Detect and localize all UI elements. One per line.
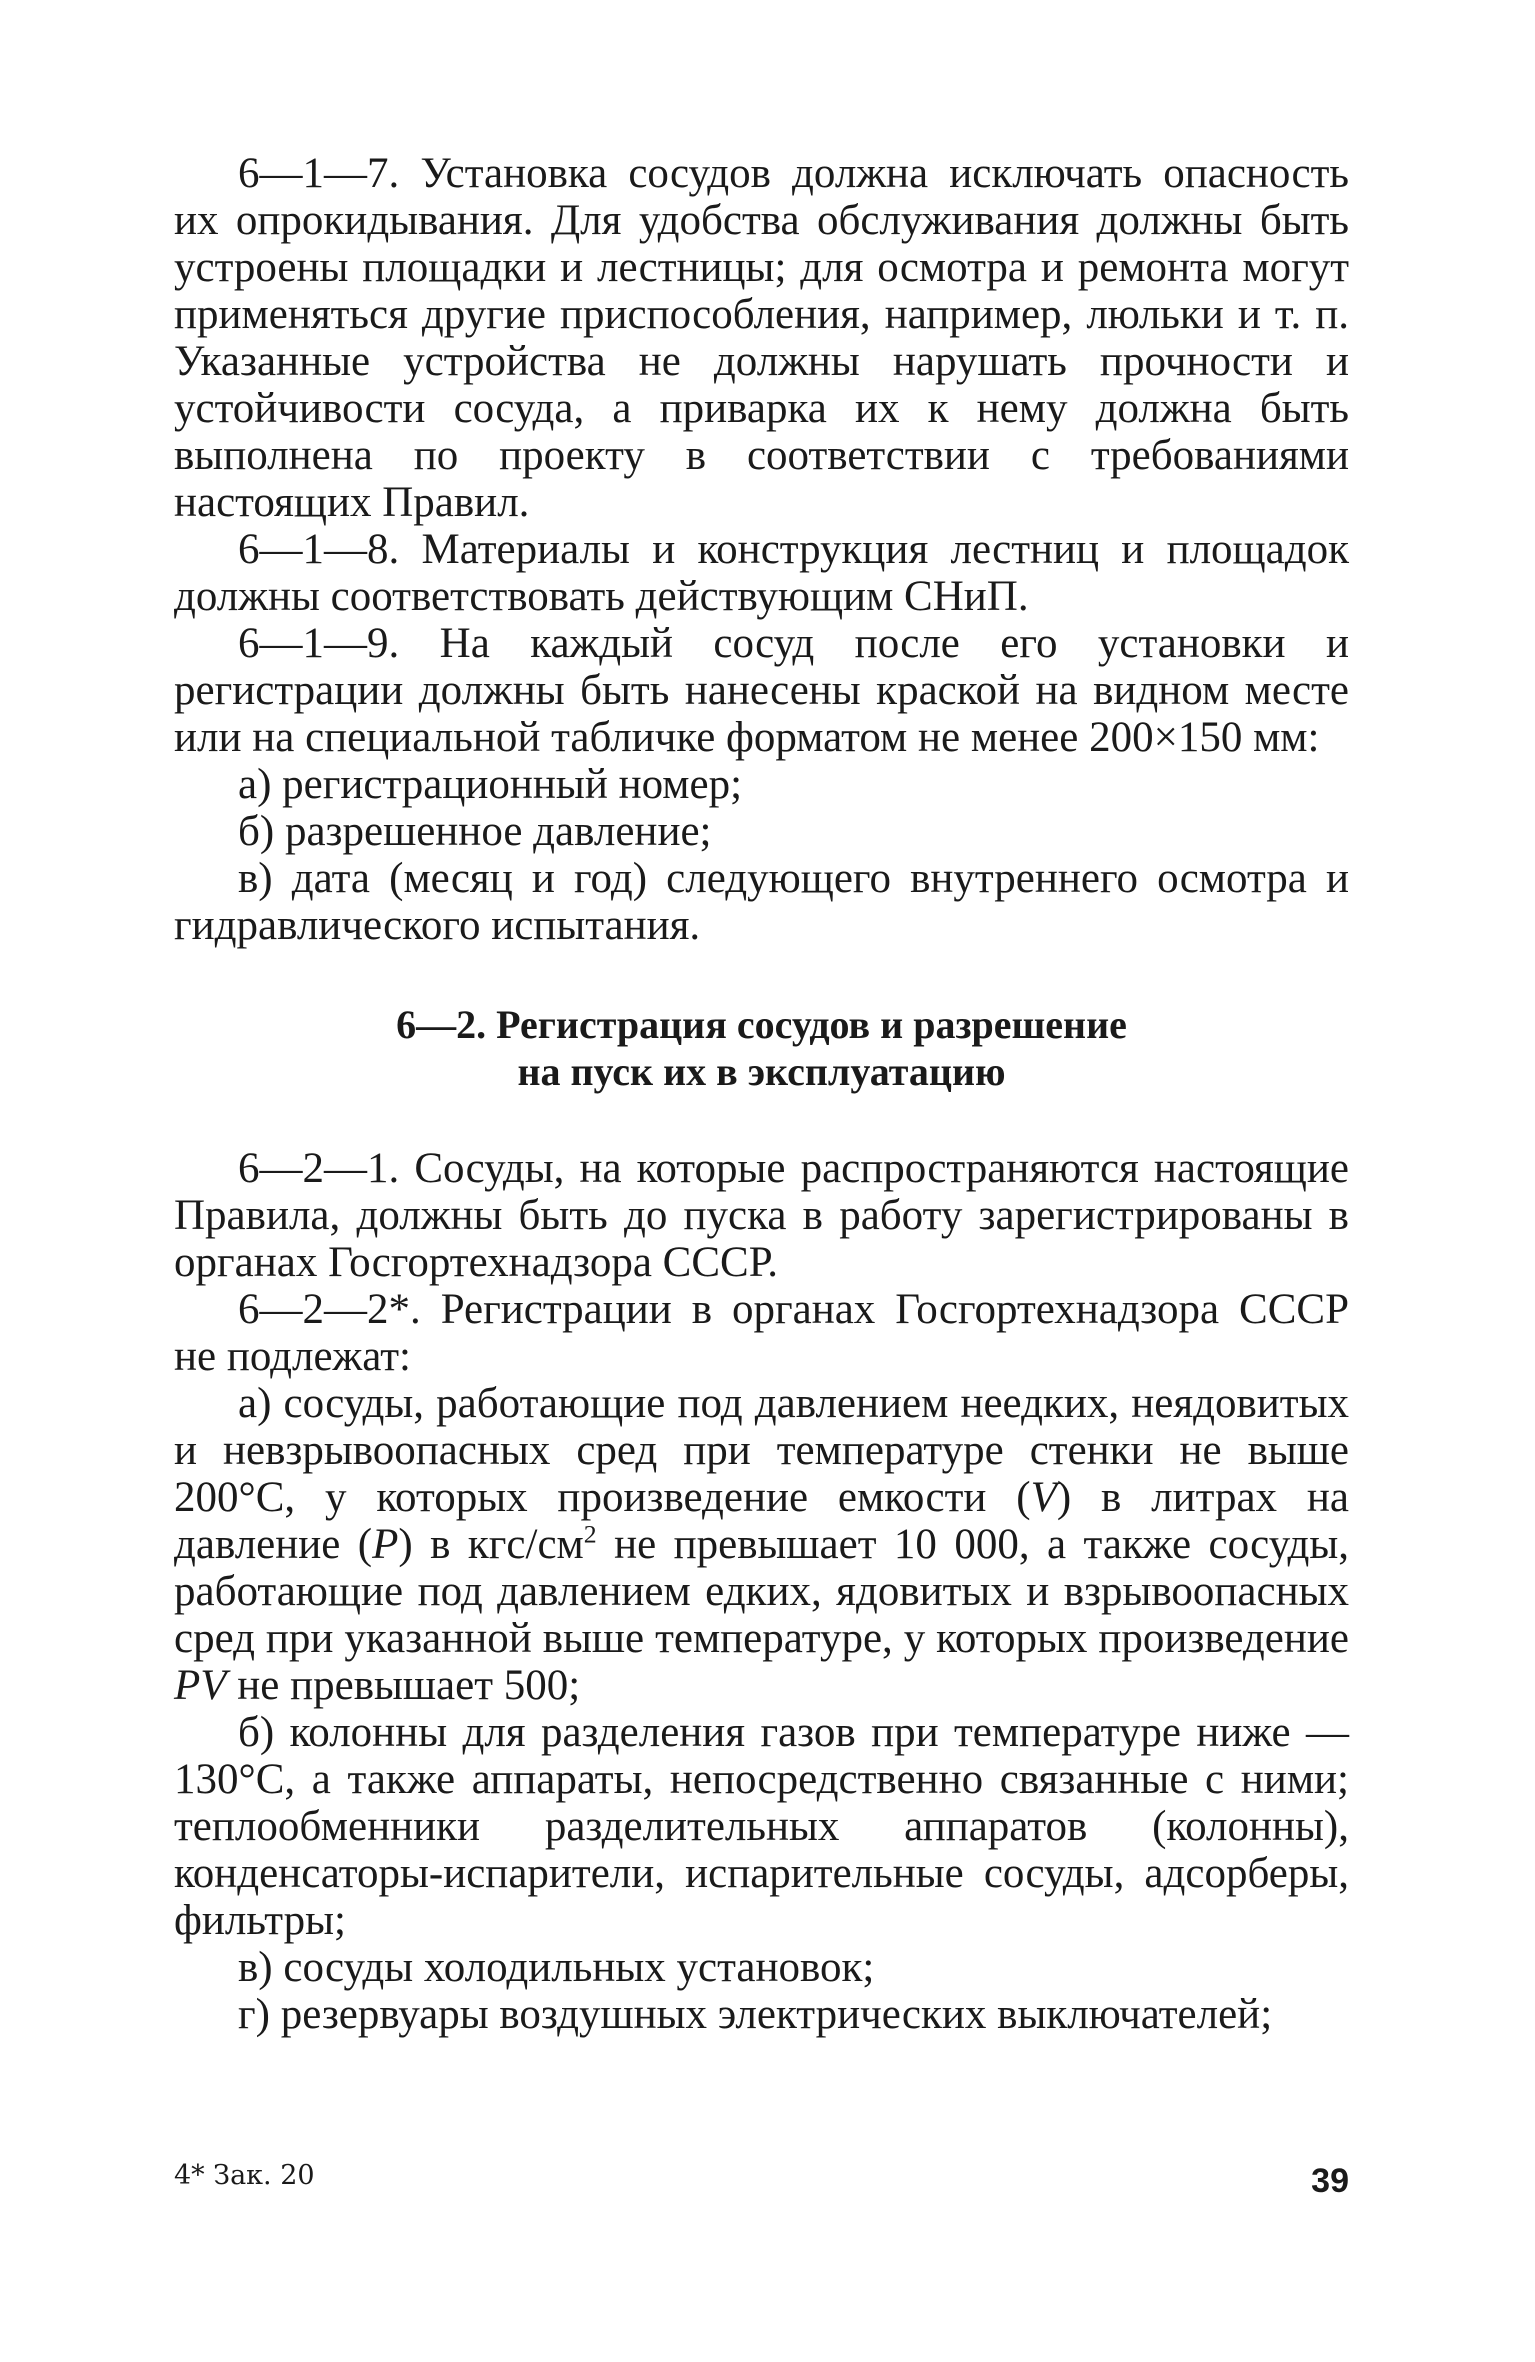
- page-footer: [174, 2160, 1349, 2210]
- list-item-c: в) дата (месяц и год) следующего внутреннего осмотра и гидравлического испытания.: [174, 855, 1349, 949]
- list-item-b-columns: б) колонны для разделения газов при температуре ниже —130°С, а также аппараты, непосредственно связанные с ними; теплообменники разделительных аппаратов (колонны), конденсаторы-испарители, испарительные сосуды, адсорберы, фильтры;: [174, 1709, 1349, 1944]
- list-item-b: б) разрешенное давление;: [238, 808, 712, 855]
- paragraph-6-1-8: 6—1—8. Материалы и конструкция лестниц и площадок должны соответствовать действующим СНиП.: [174, 526, 1349, 620]
- paragraph-6-2-2: 6—2—2*. Регистрации в органах Госгортехнадзора СССР не подлежат:: [174, 1286, 1349, 1380]
- list-item-d-reservoirs: г) резервуары воздушных электрических выключателей;: [238, 1991, 1273, 2038]
- section-heading: [174, 1001, 1349, 1095]
- list-item-a: а) регистрационный номер;: [238, 761, 743, 808]
- page-number: 39: [1311, 2162, 1349, 2200]
- list-item-a-vessels: а) сосуды, работающие под давлением неедких, неядовитых и невзрывоопасных сред при температуре стенки не выше 200°С, у которых произведение емкости (V) в литрах на давление (P) в кгс/$см^2$ не превышает 10 000, а также сосуды, работающие под давлением едких, ядовитых и взрывоопасных сред при указанной выше температуре, у которых произведение PV не превышает 500;: [174, 1380, 1349, 1709]
- printer-signature: 4* Зак. 20: [174, 2160, 315, 2191]
- section-heading-line-2: на пуск их в эксплуатацию: [517, 1049, 1006, 1094]
- paragraph-6-1-9: 6—1—9. На каждый сосуд после его установки и регистрации должны быть нанесены краской на видном месте или на специальной табличке форматом не менее 200×150 мм:: [174, 620, 1349, 761]
- list-item-c-refrigeration: в) сосуды холодильных установок;: [238, 1944, 875, 1991]
- paragraph-6-1-7: 6—1—7. Установка сосудов должна исключать опасность их опрокидывания. Для удобства обслуживания должны быть устроены площадки и лестницы; для осмотра и ремонта могут применяться другие приспособления, например, люльки и т. п. Указанные устройства не должны нарушать прочности и устойчивости сосуда, а приварка их к нему должна быть выполнена по проекту в соответствии с требованиями настоящих Правил.: [174, 150, 1349, 526]
- section-heading-line-1: 6—2. Регистрация сосудов и разрешение: [396, 1002, 1127, 1047]
- paragraph-6-2-1: 6—2—1. Сосуды, на которые распространяются настоящие Правила, должны быть до пуска в работу зарегистрированы в органах Госгортехнадзора СССР.: [174, 1145, 1349, 1286]
- page-body: [174, 150, 1349, 2038]
